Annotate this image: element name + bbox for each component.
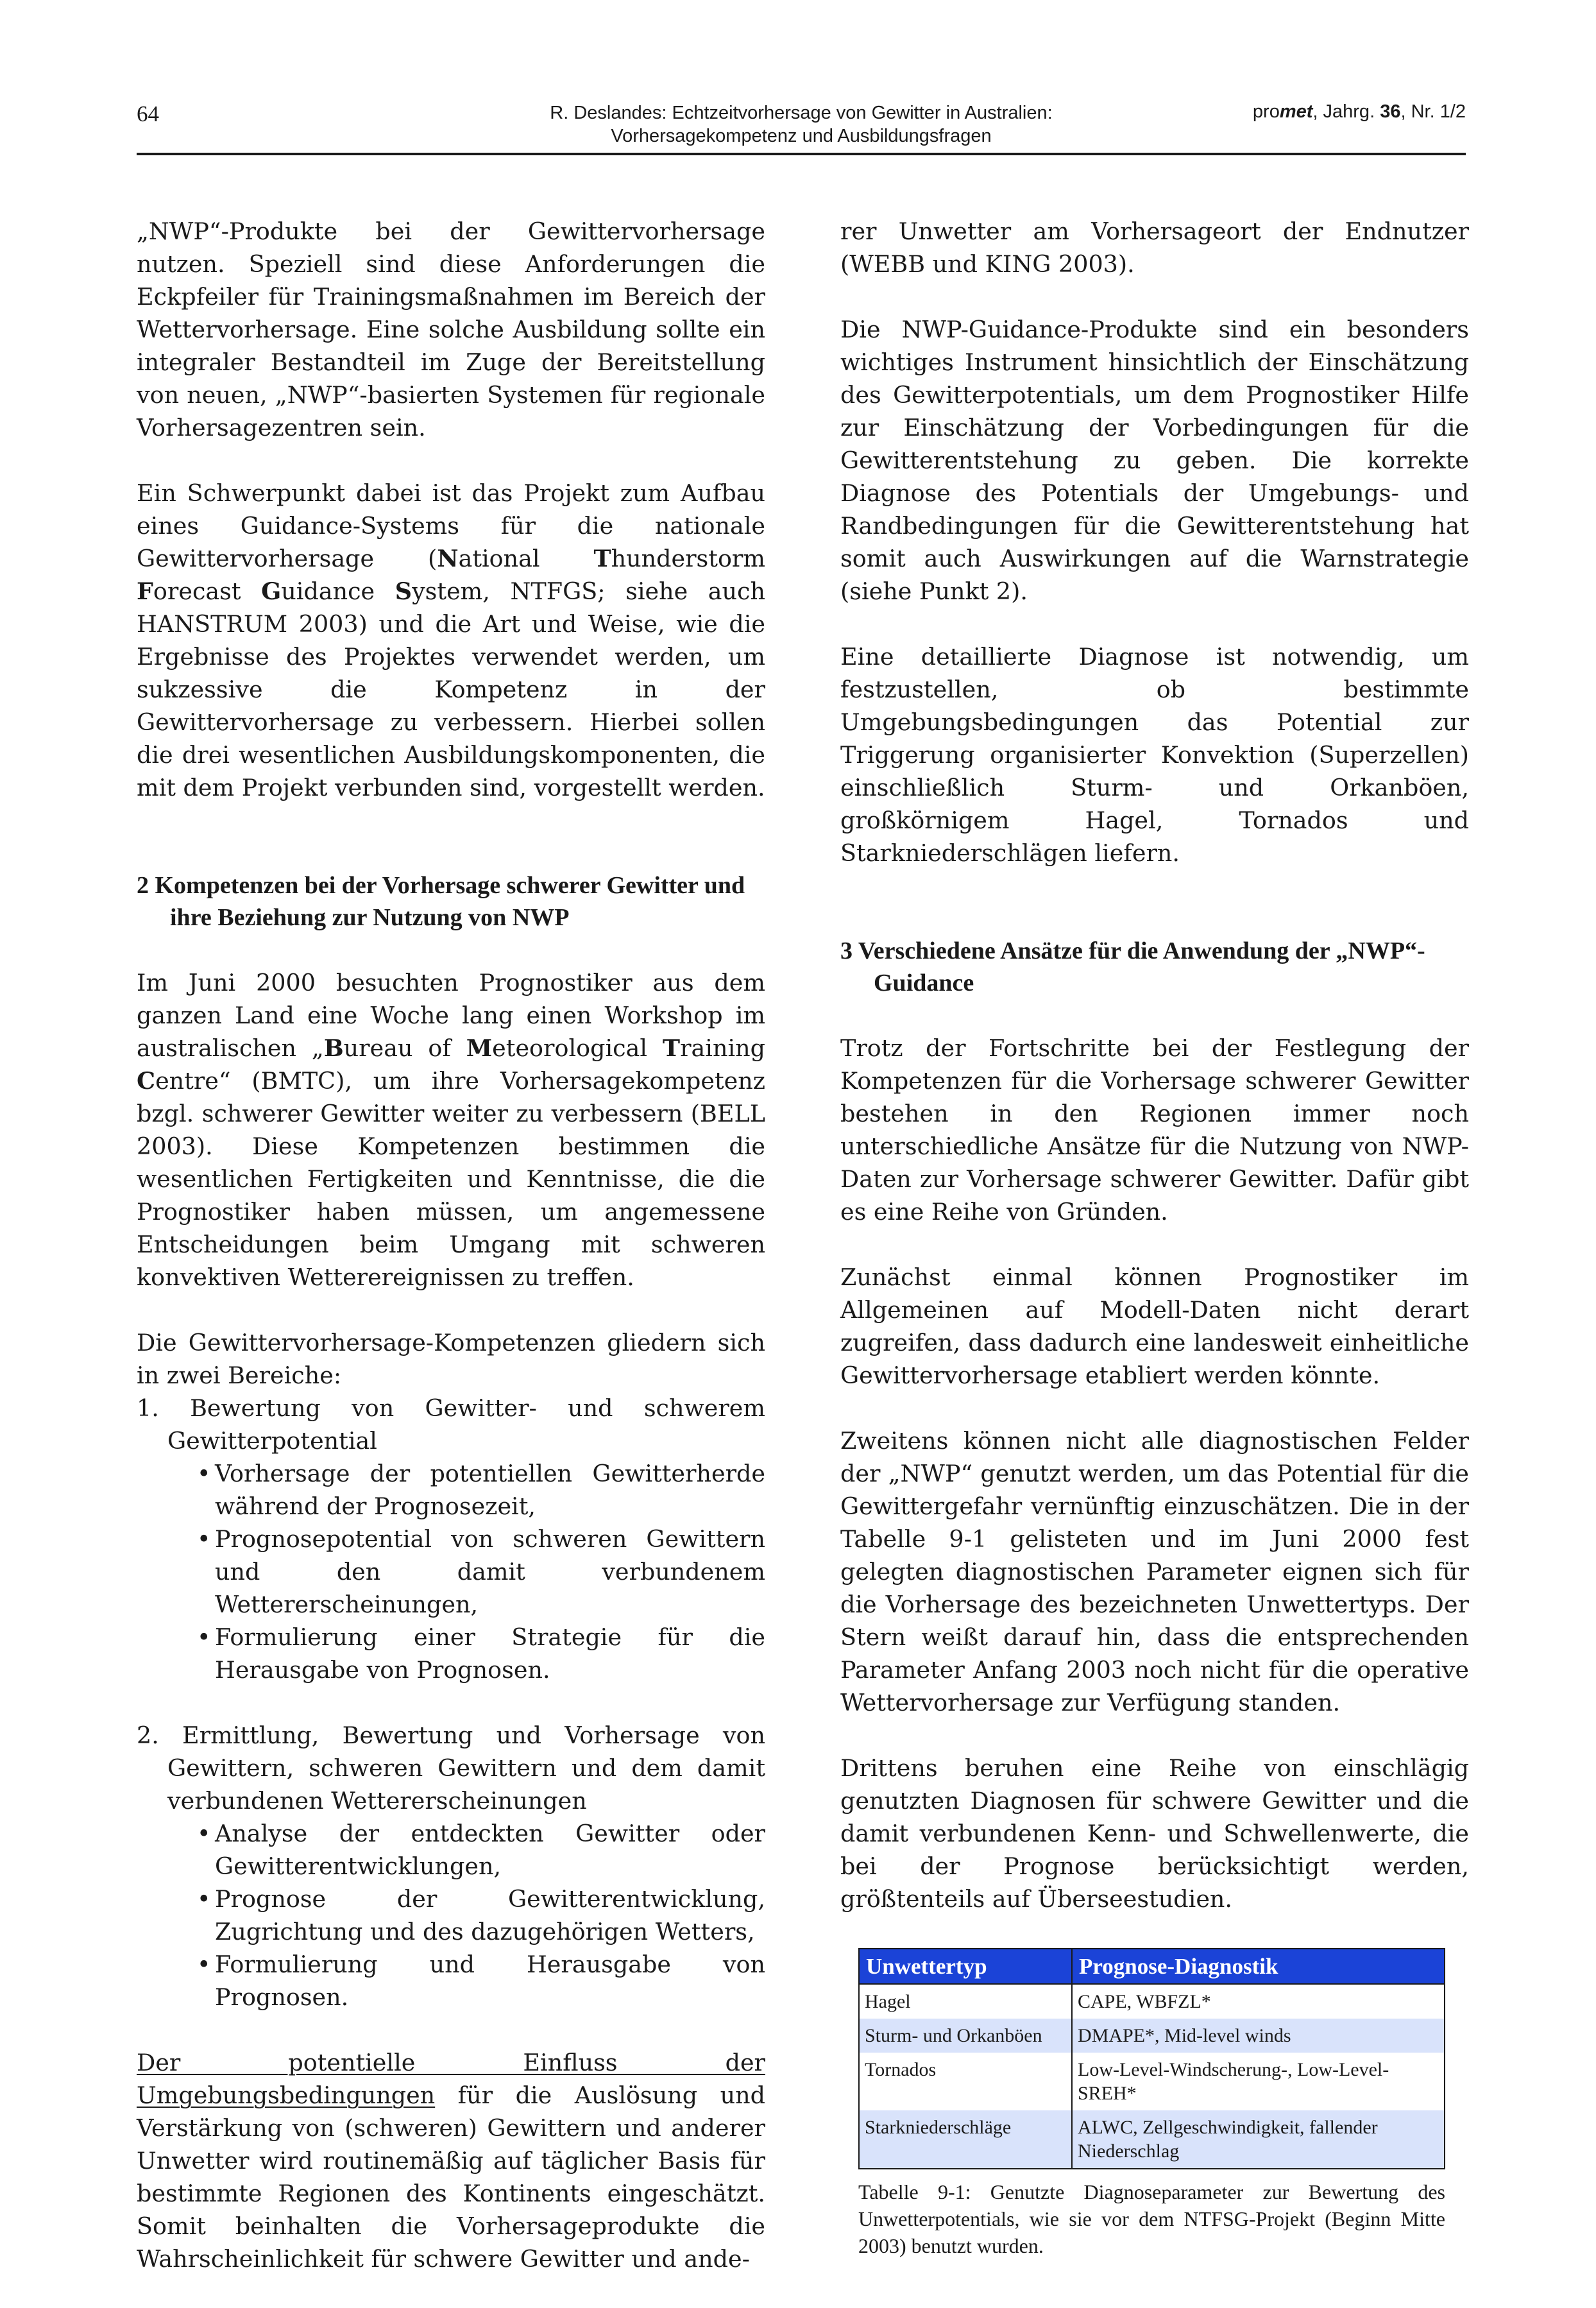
journal-reference: promet, Jahrg. 36, Nr. 1/2 bbox=[1252, 101, 1466, 122]
list-item: • Vorhersage der potentiellen Gewitterherde während der Prognosezeit, bbox=[167, 1457, 765, 1523]
sub-list bbox=[167, 1817, 765, 2013]
paragraph: Eine detaillierte Diagnose ist notwendig, um festzustellen, ob bestimmte Umgebungsbedingungen das Potential zur Triggerung organisierter Konvektion (Superzellen) einschließlich Sturm- und Orkanböen, großkörnigem Hagel, Tornados und Starkniederschlägen liefern. bbox=[840, 643, 1469, 867]
table-row bbox=[859, 2019, 1445, 2053]
list-item: • Prognosepotential von schweren Gewittern und den damit verbundenem Wettererscheinungen, bbox=[167, 1523, 765, 1621]
diagnostics-table bbox=[858, 1948, 1445, 2169]
table-header-row bbox=[859, 1949, 1445, 1984]
table-header-cell: Prognose-Diagnostik bbox=[1072, 1949, 1445, 1984]
table-cell: Hagel bbox=[859, 1984, 1072, 2019]
paragraph: Im Juni 2000 besuchten Prognostiker aus dem ganzen Land eine Woche lang einen Workshop im australischen „Bureau of Meteorological Training Centre“ (BMTC), um ihre Vorhersagekompetenz bzgl. schwerer Gewitter weiter zu verbessern (BELL 2003). Diese Kompetenzen bestimmen die wesentlichen Fertigkeiten und Kenntnisse, die die Prognostiker haben müssen, um angemessene Entscheidungen beim Umgang mit schweren konvektiven Wetterereignissen zu treffen. bbox=[137, 969, 765, 1291]
paragraph: Ein Schwerpunkt dabei ist das Projekt zum Aufbau eines Guidance-Systems für die nationale Gewittervorhersage (National Thunderstorm Forecast Guidance System, NTFGS; siehe auch HANSTRUM 2003) und die Art und Weise, wie die Ergebnisse des Projektes verwendet werden, um sukzessive die Kompetenz in der Gewittervorhersage zu verbessern. Hierbei sollen die drei wesentlichen Ausbildungskomponenten, die mit dem Projekt verbunden sind, vorgestellt werden. bbox=[137, 479, 765, 801]
page-number: 64 bbox=[137, 101, 159, 126]
list-item: • Analyse der entdeckten Gewitter oder Gewitterentwicklungen, bbox=[167, 1817, 765, 1883]
sub-list bbox=[167, 1457, 765, 1686]
paragraph: Drittens beruhen eine Reihe von einschlägig genutzten Diagnosen für schwere Gewitter und die damit verbundenen Kenn- und Schwellenwerte, die bei der Prognose berücksichtigt werden, größtenteils auf Überseestudien. bbox=[840, 1754, 1469, 1913]
section-heading-2: 2 Kompetenzen bei der Vorhersage schwerer Gewitter und ihre Beziehung zur Nutzung von NWP bbox=[137, 872, 745, 931]
list-item: • Prognose der Gewitterentwicklung, Zugrichtung und des dazugehörigen Wetters, bbox=[167, 1883, 765, 1948]
paragraph: „NWP“-Produkte bei der Gewittervorhersage nutzen. Speziell sind diese Anforderungen die Eckpfeiler für Trainingsmaßnahmen im Bereich der Wettervorhersage. Eine solche Ausbildung sollte ein integraler Bestandteil im Zuge der Bereitstellung von neuen, „NWP“-basierten Systemen für regionale Vorhersagezentren sein. bbox=[137, 218, 765, 441]
running-title-line1: R. Deslandes: Echtzeitvorhersage von Gewitter in Australien: bbox=[550, 103, 1053, 123]
table-cell: DMAPE*, Mid-level winds bbox=[1072, 2019, 1445, 2053]
paragraph: rer Unwetter am Vorhersageort der Endnutzer (WEBB und KING 2003). bbox=[840, 218, 1469, 278]
paragraph: Trotz der Fortschritte bei der Festlegung der Kompetenzen für die Vorhersage schwerer Gewitter bestehen in den Regionen immer noch unterschiedliche Ansätze für die Nutzung von NWP-Daten zur Vorhersage schwerer Gewitter. Dafür gibt es eine Reihe von Gründen. bbox=[840, 1034, 1469, 1226]
list-item: • Formulierung einer Strategie für die Herausgabe von Prognosen. bbox=[167, 1621, 765, 1686]
header-rule bbox=[137, 153, 1466, 155]
table-caption: Tabelle 9-1: Genutzte Diagnoseparameter zur Bewertung des Unwetterpotentials, wie sie vor dem NTFSG-Projekt (Beginn Mitte 2003) benutzt wurden. bbox=[858, 2180, 1445, 2257]
list-item: 1. Bewertung von Gewitter- und schwerem Gewitterpotential • Vorhersage der potentiellen Gewitterherde während der Prognosezeit, • Prognosepotential von schweren Gewittern und den damit verbundenem Wettererscheinungen, • Formulierung einer Strategie für die Herausgabe von Prognosen. bbox=[137, 1392, 765, 1686]
paragraph: Die Gewittervorhersage-Kompetenzen gliedern sich in zwei Bereiche: bbox=[137, 1329, 765, 1389]
table-row bbox=[859, 2110, 1445, 2169]
table-cell: Tornados bbox=[859, 2053, 1072, 2110]
list-item: 2. Ermittlung, Bewertung und Vorhersage von Gewittern, schweren Gewittern und dem damit verbundenen Wettererscheinungen • Analyse der entdeckten Gewitter oder Gewitterentwicklungen, • Prognose der Gewitterentwicklung, Zugrichtung und des dazugehörigen Wetters, • Formulierung und Herausgabe von Prognosen. bbox=[137, 1719, 765, 2013]
page-header bbox=[137, 101, 1466, 153]
table-row bbox=[859, 1984, 1445, 2019]
paragraph: Die NWP-Guidance-Produkte sind ein besonders wichtiges Instrument hinsichtlich der Einschätzung des Gewitterpotentials, um dem Prognostiker Hilfe zur Einschätzung der Vorbedingungen für die Gewitterentstehung zu geben. Die korrekte Diagnose des Potentials der Umgebungs- und Randbedingungen für die Gewitterentstehung hat somit auch Auswirkungen auf die Warnstrategie (siehe Punkt 2). bbox=[840, 316, 1469, 605]
table-cell: ALWC, Zellgeschwindigkeit, fallender Niederschlag bbox=[1072, 2110, 1445, 2169]
table-cell: Sturm- und Orkanböen bbox=[859, 2019, 1072, 2053]
competence-list bbox=[137, 1719, 765, 2013]
competence-list bbox=[137, 1392, 765, 1686]
paragraph: Der potentielle Einfluss der Umgebungsbedingungen für die Auslösung und Verstärkung von (schweren) Gewittern und anderer Unwetter wird routinemäßig auf täglicher Basis für bestimmte Regionen des Kontinents eingeschätzt. Somit beinhalten die Vorhersageprodukte die Wahrscheinlichkeit für schwere Gewitter und ande- bbox=[137, 2049, 765, 2273]
running-title-line2: Vorhersagekompetenz und Ausbildungsfragen bbox=[611, 126, 992, 146]
left-column bbox=[137, 215, 765, 2308]
paragraph: Zweitens können nicht alle diagnostischen Felder der „NWP“ genutzt werden, um das Potential für die Gewittergefahr vernünftig einzuschätzen. Die in der Tabelle 9-1 gelisteten und im Juni 2000 fest gelegten diagnostischen Parameter eignen sich für die Vorhersage des bezeichneten Unwettertyps. Der Stern weißt darauf hin, dass die entsprechenden Parameter Anfang 2003 noch nicht für die operative Wettervorhersage zur Verfügung standen. bbox=[840, 1427, 1469, 1716]
table-header-cell: Unwettertyp bbox=[859, 1949, 1072, 1984]
paragraph: Zunächst einmal können Prognostiker im Allgemeinen auf Modell-Daten nicht derart zugreifen, dass dadurch eine landesweit einheitliche Gewittervorhersage etabliert werden könnte. bbox=[840, 1263, 1469, 1389]
table-row bbox=[859, 2053, 1445, 2110]
section-heading-3: 3 Verschiedene Ansätze für die Anwendung der „NWP“-Guidance bbox=[840, 937, 1425, 996]
table-cell: Low-Level-Windscherung-, Low-Level-SREH* bbox=[1072, 2053, 1445, 2110]
right-column bbox=[840, 215, 1469, 2259]
table-cell: Starkniederschläge bbox=[859, 2110, 1072, 2169]
list-item: • Formulierung und Herausgabe von Prognosen. bbox=[167, 1948, 765, 2013]
table-cell: CAPE, WBFZL* bbox=[1072, 1984, 1445, 2019]
